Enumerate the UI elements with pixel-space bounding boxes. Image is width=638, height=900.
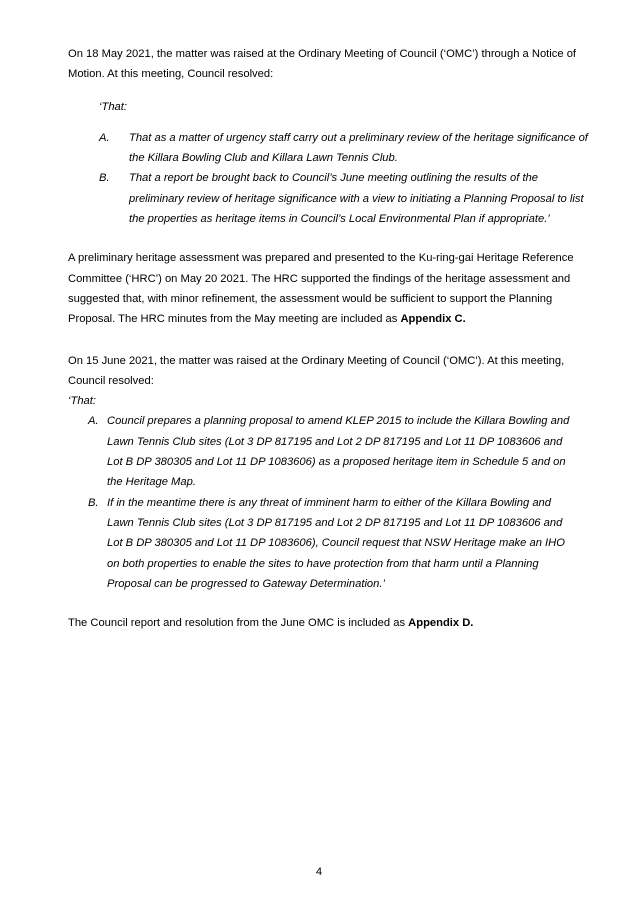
paragraph-text: A preliminary heritage assessment was prepared and presented to the Ku-ring-gai Heritage Reference Committee (‘HRC’) on May 20 2021. The HRC supported the findings of the heritage assessment and suggested that, with minor refinement, the assessment would be sufficient to support the Planning Proposal. The HRC minutes from the May meeting are included as	[68, 252, 574, 326]
paragraph-text: The Council report and resolution from the June OMC is included as	[68, 617, 409, 630]
resolution-intro-may: ‘That:	[99, 100, 127, 113]
list-item-text: If in the meantime there is any threat of imminent harm to either of the Killara Bowling and Lawn Tennis Club sites (Lot 3 DP 817195 and Lot 2 DP 817195 and Lot 11 DP 1083606 and Lot B DP 380305 and Lot 11 DP 1083606), Council request that NSW Heritage make an IHO on both properties to enable the sites to have protection from that harm until a Planning Proposal can be progressed to Gateway Determination.’	[107, 496, 565, 590]
document-body	[68, 44, 588, 633]
list-item-letter: A.	[99, 131, 110, 144]
appendix-c-reference: Appendix C.	[400, 313, 466, 326]
list-item	[68, 411, 588, 492]
appendix-d-reference: Appendix D.	[408, 617, 474, 630]
resolution-list-may	[68, 128, 588, 229]
resolution-intro-june: ‘That:	[68, 395, 96, 408]
list-item-text: Council prepares a planning proposal to amend KLEP 2015 to include the Killara Bowling and Lawn Tennis Club sites (Lot 3 DP 817195 and Lot 2 DP 817195 and Lot 11 DP 1083606 and Lot B DP 380305 and Lot 11 DP 1083606) as a proposed heritage item in Schedule 5 and on the Heritage Map.	[107, 415, 570, 489]
list-item-letter: A.	[88, 415, 99, 428]
resolution-list-june	[68, 411, 588, 594]
paragraph-heritage-assessment	[68, 248, 588, 329]
list-item-text: That a report be brought back to Council’s June meeting outlining the results of the preliminary review of heritage significance with a view to initiating a Planning Proposal to list the properties as heritage items in Council’s Local Environmental Plan if appropriate.’	[129, 172, 584, 226]
list-item	[68, 168, 588, 229]
list-item	[68, 493, 588, 594]
list-item-text: That as a matter of urgency staff carry out a preliminary review of the heritage significance of the Killara Bowling Club and Killara Lawn Tennis Club.	[129, 131, 588, 165]
list-item-letter: B.	[99, 172, 110, 185]
paragraph-may-meeting: On 18 May 2021, the matter was raised at the Ordinary Meeting of Council (‘OMC’) through a Notice of Motion. At this meeting, Council resolved:	[68, 48, 577, 81]
list-item	[68, 128, 588, 169]
list-item-letter: B.	[88, 496, 99, 509]
paragraph-council-report	[68, 613, 588, 633]
paragraph-june-meeting: On 15 June 2021, the matter was raised at the Ordinary Meeting of Council (‘OMC’). At this meeting, Council resolved:	[68, 354, 565, 387]
page-number: 4	[315, 866, 323, 878]
